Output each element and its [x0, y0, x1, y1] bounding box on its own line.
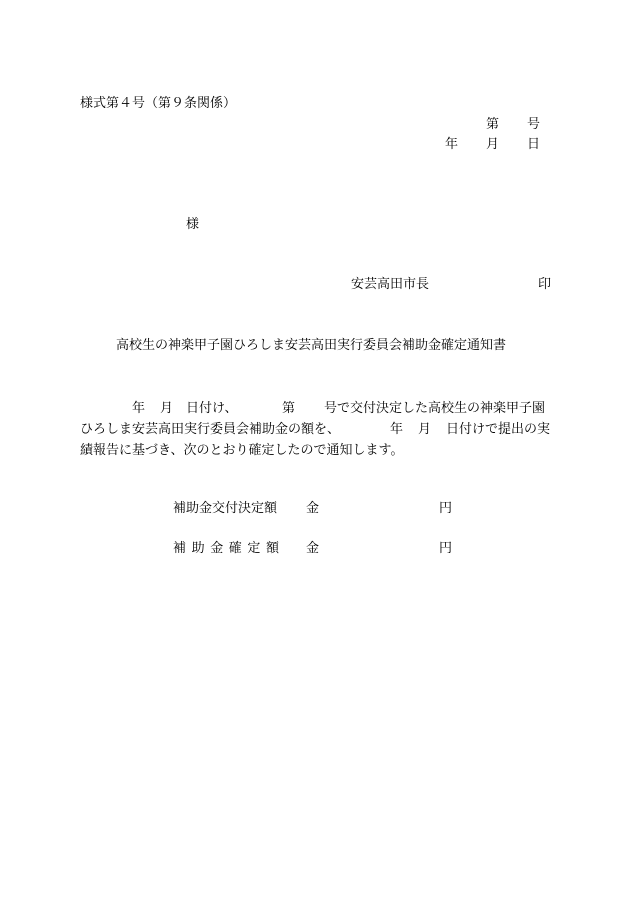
amount-currency-prefix: 金 — [306, 501, 320, 516]
amount-currency-prefix: 金 — [306, 541, 320, 556]
issuer-name: 安芸高田市長 — [351, 277, 430, 292]
document-number-suffix: 号 — [527, 117, 541, 132]
date-month-label: 月 — [486, 137, 500, 152]
amount-row-decided — [0, 497, 630, 517]
date-year-label: 年 — [445, 137, 459, 152]
body-line-3 — [80, 440, 552, 461]
body-text: 号で交付決定した高校生の神楽甲子園 — [324, 401, 546, 416]
body-text: ひろしま安芸高田実行委員会補助金の額を、 — [80, 422, 341, 437]
body-number-prefix: 第 — [282, 401, 296, 416]
amount-yen-unit: 円 — [439, 501, 453, 516]
amount-label-confirmed: 補助金確定額 — [173, 541, 285, 556]
body-year-label: 年 — [390, 422, 404, 437]
body-month-label: 月 — [160, 401, 174, 416]
body-date-text: 日付け、 — [186, 401, 238, 416]
amount-row-confirmed — [0, 537, 630, 557]
body-month-label: 月 — [418, 422, 432, 437]
body-line-2 — [80, 419, 552, 440]
date-day-label: 日 — [527, 137, 541, 152]
seal-mark: 印 — [538, 277, 552, 292]
document-title: 高校生の神楽甲子園ひろしま安芸高田実行委員会補助金確定通知書 — [116, 338, 507, 353]
addressee-honorific: 様 — [186, 217, 200, 232]
body-paragraph — [80, 398, 552, 461]
body-text: 績報告に基づき、次のとおり確定したので通知します。 — [80, 443, 404, 458]
form-number-label: 様式第４号（第９条関係） — [80, 96, 237, 111]
body-year-label: 年 — [132, 401, 146, 416]
body-text: 日付けで提出の実 — [446, 422, 551, 437]
amount-yen-unit: 円 — [439, 541, 453, 556]
amount-label-decided: 補助金交付決定額 — [173, 501, 278, 516]
body-line-1 — [80, 398, 552, 419]
document-number-prefix: 第 — [486, 117, 500, 132]
